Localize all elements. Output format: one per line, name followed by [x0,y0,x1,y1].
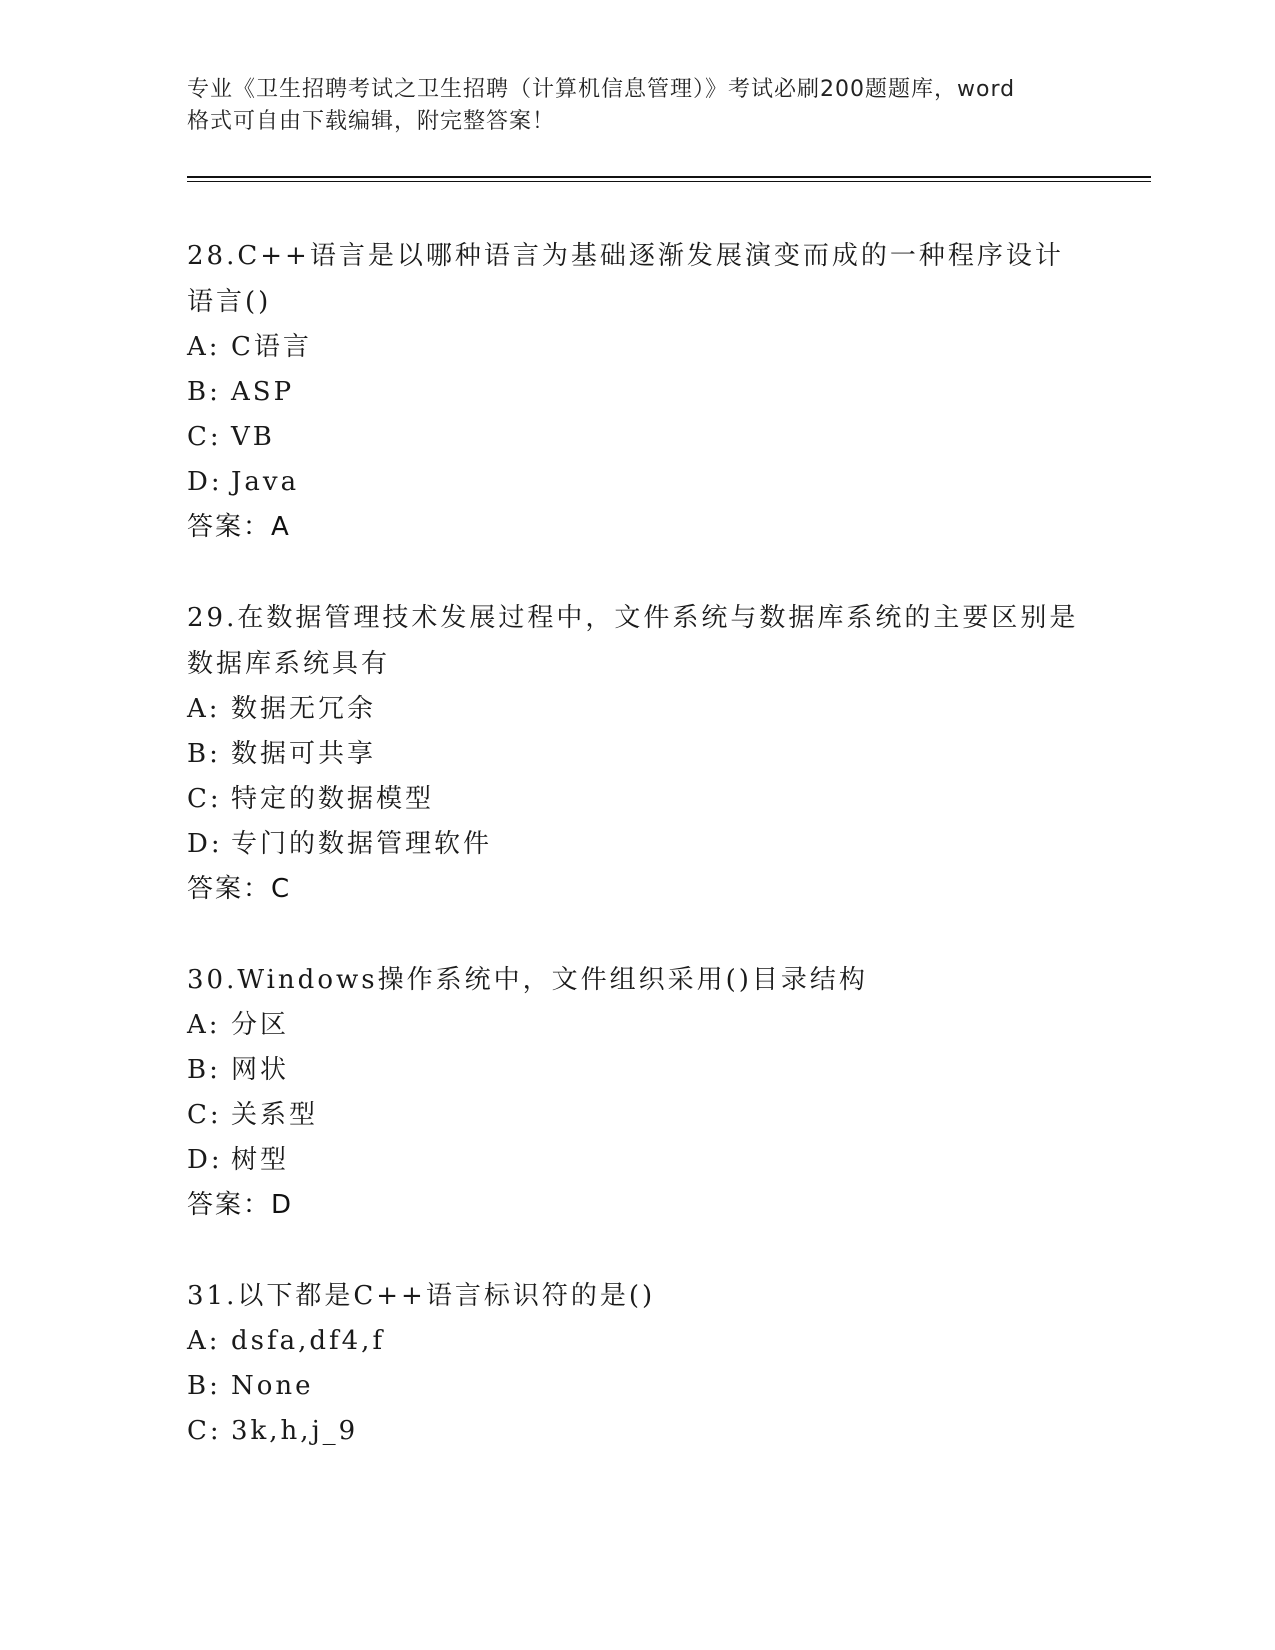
option-c [187,1093,1087,1138]
option-letter: B: [187,739,221,769]
question-list [187,233,1087,1499]
option-c [187,777,1087,822]
option-text: 树型 [231,1145,290,1175]
option-letter: C: [187,784,222,814]
question-text: 30.Windows操作系统中，文件组织采用()目录结构 [187,965,868,995]
option-d [187,1138,1087,1183]
option-c [187,415,1087,460]
option-d [187,822,1087,867]
option-a [187,325,1087,370]
option-letter: B: [187,377,221,407]
answer-label: 答案：C [187,874,292,904]
option-text: C语言 [231,332,312,362]
option-b [187,732,1087,777]
option-letter: D: [187,1145,223,1175]
option-letter: D: [187,829,223,859]
question-29 [187,595,1087,912]
option-text: 网状 [231,1055,290,1085]
question-text: 29.在数据管理技术发展过程中，文件系统与数据库系统的主要区别是数据库系统具有 [187,603,1079,679]
option-letter: A: [187,332,221,362]
question-text: 31.以下都是C++语言标识符的是() [187,1281,656,1311]
question-30 [187,957,1087,1228]
option-text: 分区 [231,1010,290,1040]
question-31 [187,1273,1087,1454]
option-letter: C: [187,422,222,452]
option-letter: B: [187,1055,221,1085]
option-letter: A: [187,1326,221,1356]
header-line-2: 格式可自由下载编辑，附完整答案！ [187,109,556,134]
option-letter: C: [187,1416,222,1446]
document-header [187,74,1107,138]
option-text: dsfa,df4,f [231,1326,386,1356]
option-a [187,1319,1087,1364]
answer-label: 答案：A [187,512,291,542]
option-text: Java [231,467,300,497]
option-b [187,1364,1087,1409]
option-text: 关系型 [231,1100,319,1130]
question-text: 28.C++语言是以哪种语言为基础逐渐发展演变而成的一种程序设计语言() [187,241,1064,317]
answer-label: 答案：D [187,1190,294,1220]
option-letter: C: [187,1100,222,1130]
option-b [187,370,1087,415]
option-letter: A: [187,1010,221,1040]
option-b [187,1048,1087,1093]
option-a [187,687,1087,732]
header-line-1: 专业《卫生招聘考试之卫生招聘（计算机信息管理）》考试必刷200题题库，word [187,77,1016,102]
option-c [187,1409,1087,1454]
option-text: ASP [231,377,295,407]
option-d [187,460,1087,505]
option-text: 特定的数据模型 [231,784,435,814]
option-text: 数据无冗余 [231,694,377,724]
option-text: VB [231,422,275,452]
option-text: None [231,1371,314,1401]
option-letter: A: [187,694,221,724]
option-letter: B: [187,1371,221,1401]
option-text: 专门的数据管理软件 [231,829,493,859]
option-text: 数据可共享 [231,739,377,769]
question-28 [187,233,1087,550]
option-a [187,1003,1087,1048]
option-text: 3k,h,j_9 [231,1416,359,1446]
header-divider [187,176,1151,182]
option-letter: D: [187,467,223,497]
